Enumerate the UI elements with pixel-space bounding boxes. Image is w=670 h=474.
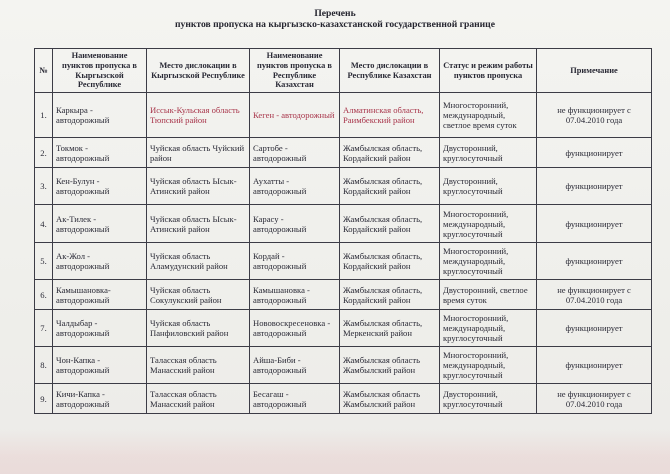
checkpoints-table — [34, 48, 652, 414]
location-kg: Чуйская область Ысык-Атинский район — [147, 168, 250, 205]
table-row — [35, 384, 652, 414]
checkpoint-name-kg: Каркыра - автодорожный — [53, 93, 147, 138]
status: Многосторонний, международный, светлое время суток — [440, 93, 537, 138]
location-kz: Жамбылская область, Кордайский район — [340, 280, 440, 310]
row-number: 1. — [35, 93, 53, 138]
location-kz: Алматинская область, Раимбекский район — [340, 93, 440, 138]
table-row — [35, 205, 652, 243]
location-kz: Жамбылская область Жамбылский район — [340, 347, 440, 384]
note: функционирует — [537, 205, 652, 243]
table-row — [35, 243, 652, 280]
title-line-2: пунктов пропуска на кыргызско-казахстанской государственной границе — [175, 19, 495, 30]
header-num: № — [35, 49, 53, 93]
checkpoint-name-kg: Кичи-Капка - автодорожный — [53, 384, 147, 414]
checkpoint-name-kg: Кен-Булун - автодорожный — [53, 168, 147, 205]
row-number: 4. — [35, 205, 53, 243]
status: Многосторонний, международный, круглосуточный — [440, 310, 537, 347]
document-title — [0, 8, 670, 30]
note: не функционирует с 07.04.2010 года — [537, 280, 652, 310]
status: Двусторонний, круглосуточный — [440, 384, 537, 414]
location-kg: Чуйская область Сокулукский район — [147, 280, 250, 310]
status: Многосторонний, международный, круглосуточный — [440, 347, 537, 384]
location-kz: Жамбылская область, Кордайский район — [340, 205, 440, 243]
table-row — [35, 138, 652, 168]
note: функционирует — [537, 168, 652, 205]
location-kg: Чуйская область Панфиловский район — [147, 310, 250, 347]
location-kz: Жамбылская область, Кордайский район — [340, 138, 440, 168]
status: Двусторонний, круглосуточный — [440, 168, 537, 205]
location-kz: Жамбылская область Жамбылский район — [340, 384, 440, 414]
page-stain — [0, 430, 670, 474]
header-location-kz: Место дислокации в Республике Казахстан — [340, 49, 440, 93]
location-kz: Жамбылская область, Кордайский район — [340, 168, 440, 205]
table-row — [35, 168, 652, 205]
row-number: 5. — [35, 243, 53, 280]
row-number: 2. — [35, 138, 53, 168]
location-kz: Жамбылская область, Кордайский район — [340, 243, 440, 280]
table-header-row — [35, 49, 652, 93]
row-number: 8. — [35, 347, 53, 384]
checkpoint-name-kz: Аухатты - автодорожный — [250, 168, 340, 205]
row-number: 6. — [35, 280, 53, 310]
note: не функционирует с 07.04.2010 года — [537, 384, 652, 414]
location-kg: Таласская область Манасский район — [147, 347, 250, 384]
checkpoint-name-kg: Токмок - автодорожный — [53, 138, 147, 168]
checkpoint-name-kz: Кеген - автодорожный — [250, 93, 340, 138]
header-name-kg: Наименование пунктов пропуска в Кыргызской Республике — [53, 49, 147, 93]
checkpoint-name-kg: Чон-Капка - автодорожный — [53, 347, 147, 384]
checkpoint-name-kg: Ак-Жол - автодорожный — [53, 243, 147, 280]
location-kg: Чуйская область Аламудунский район — [147, 243, 250, 280]
checkpoint-name-kz: Сартобе - автодорожный — [250, 138, 340, 168]
note: функционирует — [537, 347, 652, 384]
checkpoint-name-kg: Чалдыбар - автодорожный — [53, 310, 147, 347]
row-number: 9. — [35, 384, 53, 414]
checkpoint-name-kg: Камышановка- автодорожный — [53, 280, 147, 310]
note: функционирует — [537, 310, 652, 347]
status: Многосторонний, международный, круглосуточный — [440, 205, 537, 243]
status: Многосторонний, международный, круглосуточный — [440, 243, 537, 280]
status: Двусторонний, круглосуточный — [440, 138, 537, 168]
note: функционирует — [537, 138, 652, 168]
checkpoint-name-kz: Нововоскресеновка - автодорожный — [250, 310, 340, 347]
note: не функционирует с 07.04.2010 года — [537, 93, 652, 138]
location-kg: Иссык-Кульская область Тюпский район — [147, 93, 250, 138]
location-kg: Таласская область Манасский район — [147, 384, 250, 414]
location-kg: Чуйская область Чуйский район — [147, 138, 250, 168]
table-row — [35, 347, 652, 384]
location-kz: Жамбылская область, Меркенский район — [340, 310, 440, 347]
table-row — [35, 93, 652, 138]
table-row — [35, 280, 652, 310]
note: функционирует — [537, 243, 652, 280]
title-line-1: Перечень — [314, 8, 356, 19]
row-number: 3. — [35, 168, 53, 205]
location-kg: Чуйская область Ысык-Атинский район — [147, 205, 250, 243]
header-location-kg: Место дислокации в Кыргызской Республике — [147, 49, 250, 93]
checkpoint-name-kz: Карасу - автодорожный — [250, 205, 340, 243]
checkpoint-name-kz: Бесагаш - автодорожный — [250, 384, 340, 414]
checkpoint-name-kz: Айша-Биби - автодорожный — [250, 347, 340, 384]
status: Двусторонний, светлое время суток — [440, 280, 537, 310]
checkpoint-name-kz: Камышановка - автодорожный — [250, 280, 340, 310]
checkpoint-name-kz: Кордай - автодорожный — [250, 243, 340, 280]
table-row — [35, 310, 652, 347]
header-name-kz: Наименование пунктов пропуска в Республике Казахстан — [250, 49, 340, 93]
row-number: 7. — [35, 310, 53, 347]
checkpoint-name-kg: Ак-Тилек - автодорожный — [53, 205, 147, 243]
header-status: Статус и режим работы пунктов пропуска — [440, 49, 537, 93]
header-note: Примечание — [537, 49, 652, 93]
